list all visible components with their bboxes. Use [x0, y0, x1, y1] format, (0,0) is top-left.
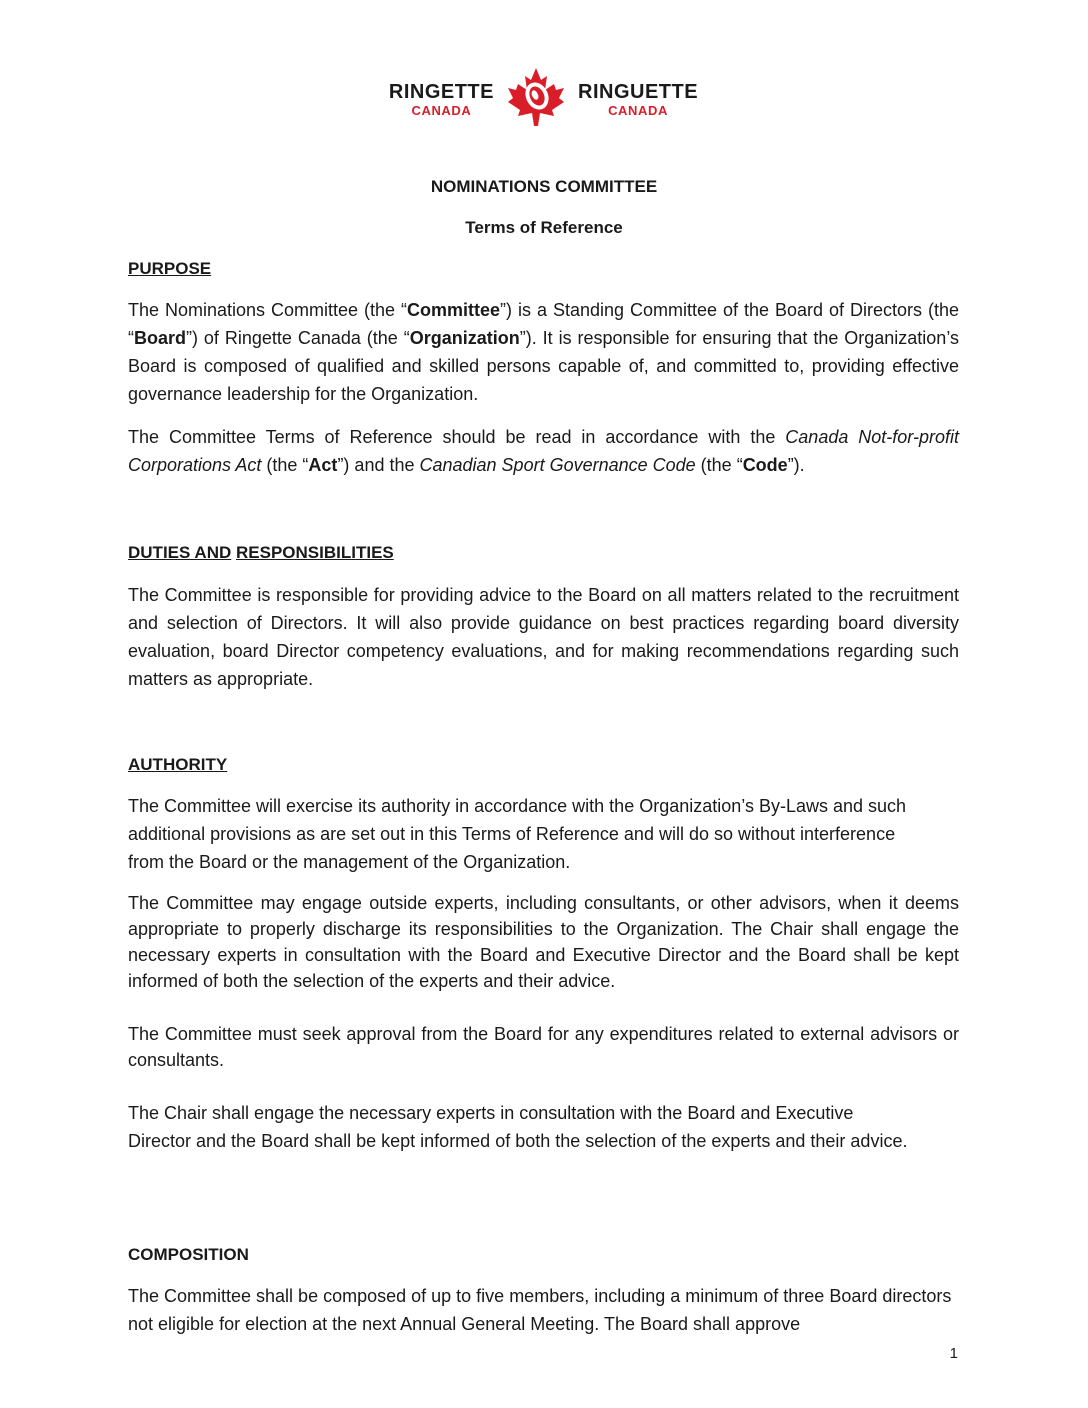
duties-heading-part-a: DUTIES AND — [128, 543, 232, 562]
text-run: (the “ — [695, 455, 743, 475]
authority-paragraph-1: The Committee will exercise its authority in accordance with the Organization’s By-Laws and such additional provisions as are set out in this Terms of Reference and will do so without interference from the Board or the management of the Organization. — [128, 796, 907, 872]
logo-english-wordmark — [389, 82, 494, 117]
text-run: ”) of Ringette Canada (the “ — [186, 328, 410, 348]
authority-paragraph-4: The Chair shall engage the necessary experts in consultation with the Board and Executive Director and the Board shall be kept informed of both the selection of the experts and their advice. — [128, 1103, 908, 1151]
duties-paragraph: The Committee is responsible for providing advice to the Board on all matters related to the recruitment and selection of Directors. It will also provide guidance on best practices regarding board diversity evaluation, board Director competency evaluations, and for making recommendations regarding such matters as appropriate. — [128, 585, 959, 689]
text-run: (the “ — [261, 455, 309, 475]
defined-term-committee: Committee — [407, 300, 501, 320]
text-run: ”). It is responsible for ensuring that the Organization’s Board is composed of qualified and skilled persons capable of, and committed to, providing effective governance leadership for the Organization. — [128, 328, 959, 404]
text-run: ”) is a Standing Committee of the Board of Directors (the “ — [128, 300, 959, 348]
composition-paragraph: The Committee shall be composed of up to five members, including a minimum of three Board directors not eligible for election at the next Annual General Meeting. The Board shall approve — [128, 1286, 952, 1334]
duties-heading — [128, 543, 394, 563]
defined-term-code: Code — [742, 455, 788, 475]
maple-leaf-ring-icon — [504, 66, 568, 130]
act-title: Canada Not-for-profit Corporations Act — [128, 427, 959, 475]
text-run: ”) and the — [337, 455, 420, 475]
text-run: The Committee Terms of Reference should be read in accordance with the — [128, 427, 786, 447]
authority-paragraph-2: The Committee may engage outside experts, including consultants, or other advisors, when it deems appropriate to properly discharge its responsibilities to the Organization. The Chair shall engage the necessary experts in consultation with the Board and Executive Director and the Board shall be kept informed of both the selection of the experts and their advice. — [128, 893, 959, 991]
duties-heading-part-b: RESPONSIBILITIES — [236, 543, 394, 562]
organization-logo — [0, 66, 1088, 130]
logo-french-word: RINGUETTE — [578, 81, 699, 103]
logo-english-word: RINGETTE — [388, 81, 494, 103]
logo-french-sub: CANADA — [608, 103, 668, 118]
text-run: The Nominations Committee (the “ — [128, 300, 408, 320]
logo-english-sub: CANADA — [411, 103, 472, 118]
defined-term-organization: Organization — [409, 328, 520, 348]
composition-heading: COMPOSITION — [128, 1245, 249, 1264]
document-title: NOMINATIONS COMMITTEE — [430, 177, 658, 196]
authority-paragraph-3: The Committee must seek approval from the Board for any expenditures related to external advisors or consultants. — [128, 1024, 959, 1070]
purpose-heading: PURPOSE — [128, 259, 212, 278]
purpose-paragraph-1 — [128, 296, 959, 408]
defined-term-act: Act — [308, 455, 338, 475]
page-number: 1 — [949, 1345, 958, 1362]
logo-french-wordmark — [578, 82, 698, 117]
text-run: ”). — [787, 455, 805, 475]
authority-heading: AUTHORITY — [128, 755, 228, 774]
purpose-paragraph-2 — [128, 423, 959, 479]
code-title: Canadian Sport Governance Code — [419, 455, 696, 475]
defined-term-board: Board — [134, 328, 187, 348]
document-subtitle: Terms of Reference — [465, 218, 623, 237]
